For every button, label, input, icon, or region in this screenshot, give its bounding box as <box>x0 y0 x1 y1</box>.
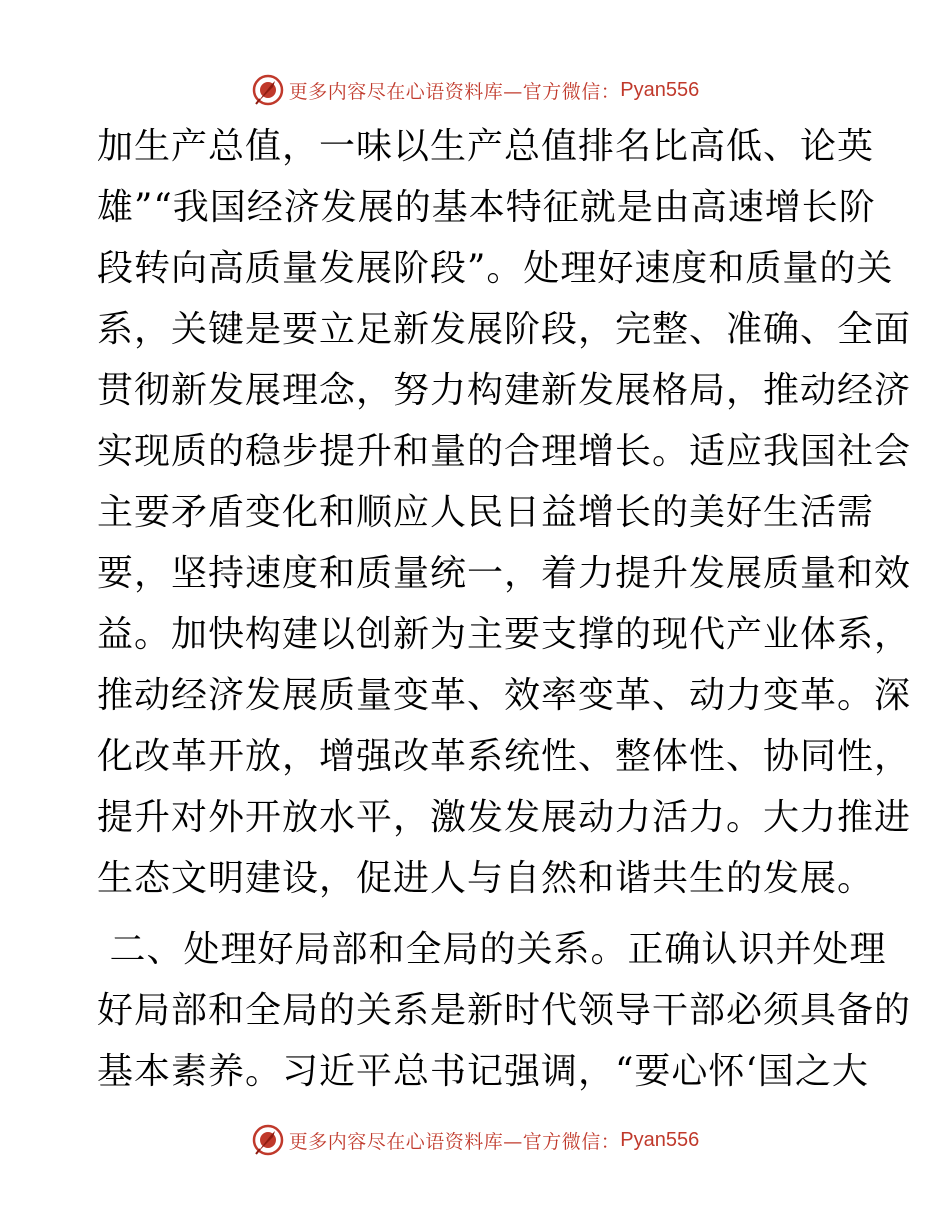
footer-banner-id: Pyan556 <box>620 1128 700 1151</box>
quill-pen-logo-icon <box>251 1123 285 1157</box>
paragraph-line: 基本素养。习近平总书记强调，“要心怀‘国之大 <box>97 1051 869 1092</box>
header-banner <box>0 70 950 110</box>
paragraph-line: 推动经济发展质量变革、效率变革、动力变革。深 <box>97 675 912 716</box>
paragraph-line: 二、处理好局部和全局的关系。正确认识并处理 <box>97 929 887 970</box>
paragraph-line: 段转向高质量发展阶段”。处理好速度和质量的关 <box>97 248 894 289</box>
footer-banner-text: 更多内容尽在心语资料库—官方微信： <box>288 1130 621 1153</box>
document-body <box>97 116 912 1102</box>
paragraph-line: 主要矛盾变化和顺应人民日益增长的美好生活需 <box>97 492 875 533</box>
header-banner-id: Pyan556 <box>620 78 700 101</box>
paragraph-line: 要，坚持速度和质量统一，着力提升发展质量和效 <box>97 553 912 594</box>
paragraph-line: 提升对外开放水平，激发发展动力活力。大力推进 <box>97 797 912 838</box>
paragraph-line: 生态文明建设，促进人与自然和谐共生的发展。 <box>97 858 875 899</box>
paragraph-line: 贯彻新发展理念，努力构建新发展格局，推动经济 <box>97 370 912 411</box>
header-banner-text: 更多内容尽在心语资料库—官方微信： <box>288 80 621 103</box>
paragraph-line: 加生产总值，一味以生产总值排名比高低、论英 <box>97 126 875 167</box>
paragraph-line: 雄”“我国经济发展的基本特征就是由高速增长阶 <box>97 187 876 228</box>
footer-banner <box>0 1120 950 1160</box>
paragraph-line: 好局部和全局的关系是新时代领导干部必须具备的 <box>97 990 912 1031</box>
quill-pen-logo-icon <box>251 73 285 107</box>
paragraph-line: 化改革开放，增强改革系统性、整体性、协同性， <box>97 736 912 777</box>
paragraph-line: 益。加快构建以创新为主要支撑的现代产业体系， <box>97 614 912 655</box>
paragraph-line: 系，关键是要立足新发展阶段，完整、准确、全面 <box>97 309 912 350</box>
paragraph-line: 实现质的稳步提升和量的合理增长。适应我国社会 <box>97 431 912 472</box>
